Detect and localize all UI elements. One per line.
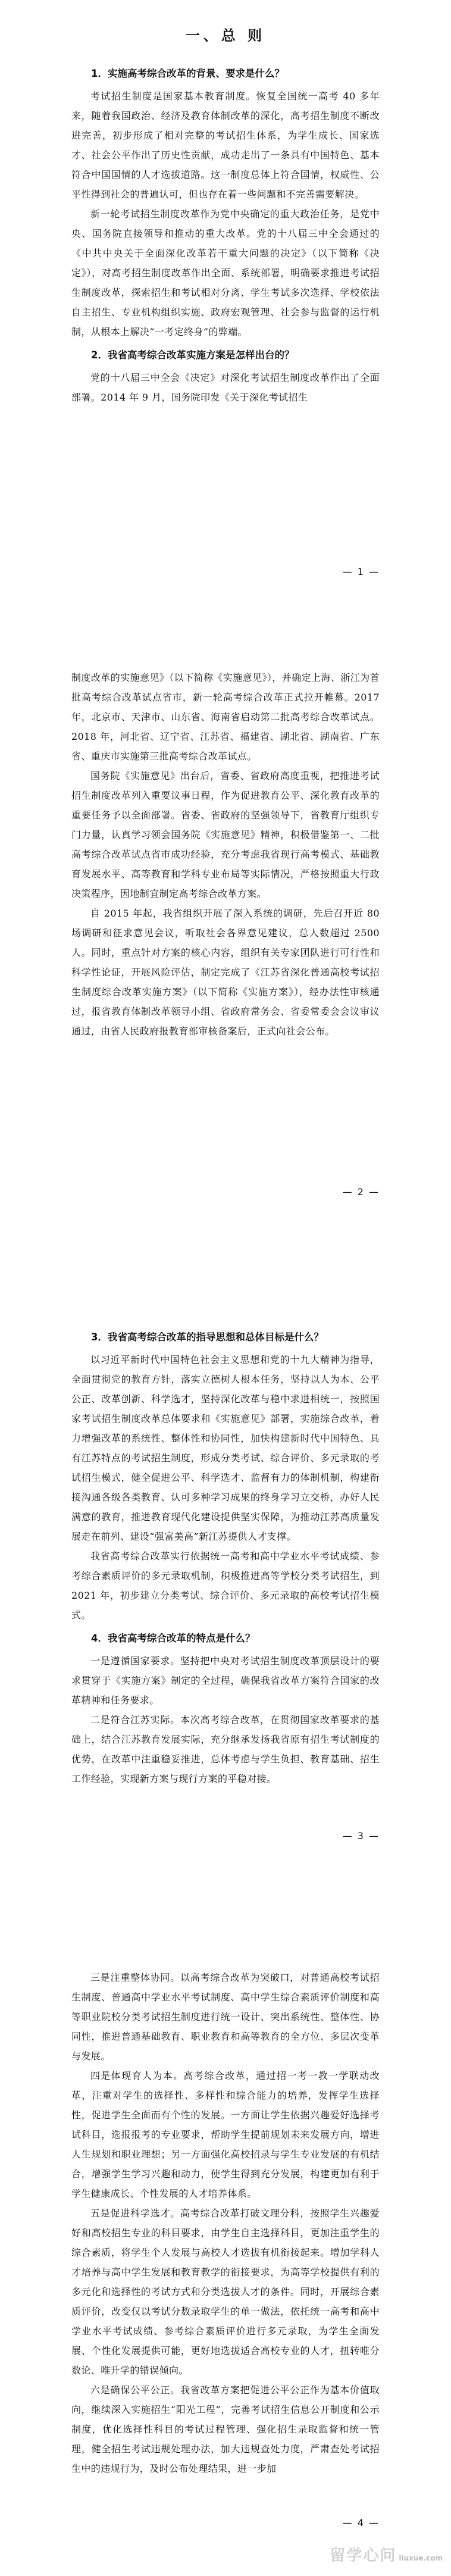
page-2-body [71,668,380,1041]
paragraph: 以习近平新时代中国特色社会主义思想和党的十九大精神为指导，全面贯彻党的教育方针，落实立德树人根本任务，坚持以人为本、公平公正、改革创新、科学选才，坚持深化改革与稳中求进相统一，按照国家考试招生制度改革总体要求和《实施意见》部署，实施综合改革，着力增强改革的系统性、整体性和协同性，加快构建新时代中国特色、具有江苏特点的考试招生制度，形成分类考试、综合评价、多元录取的考试招生模式，健全促进公平、科学选才、监督有力的体制机制，构建衔接沟通各级各类教育、认可多种学习成果的终身学习立交桥，办好人民满意的教育，推进教育现代化建设提供坚实保障，为推动江苏高质量发展走在前列、建设“强富美高”新江苏提供人才支撑。 [71,1354,380,1542]
page-3-body [71,1327,380,1789]
question-heading: 2．我省高考综合改革实施方案是怎样出台的？ [91,349,295,361]
paragraph: 五是促进科学选才。高考综合改革打破文理分科，按照学生兴趣爱好和高校招生专业的科目要求，由学生自主选择科目，更加注重学生的综合素质，将学生个人发展与高校人才选拔有机衔接起来。增加学科人才培养与高中学生发展和教育教学的衔接要求，为高等学校提供有利的多元化和选择性的考试方式和分类选拔人才的条件。同时，开展综合素质评价，改变仅以考试分数录取学生的单一做法，依托统一高考和高中学业水平考试成绩、参考综合素质评价进行多元录取，为学生全面发展、个性化发展提供可能，更好地选拔适合高校专业的人才，扭转唯分数论、唯升学的错误倾向。 [71,2208,380,2376]
document-page-2 [0,644,451,1239]
page-gap [0,1257,451,1288]
page-number: — 1 — [342,566,380,577]
document-page-1 [0,0,451,613]
watermark-sub: liuxue.com [399,2554,443,2562]
paragraph-continued: 制度改革的实施意见》（以下简称《实施意见》），并确定上海、浙江为首批高考综合改革试点省市，新一轮高考综合改革正式拉开帷幕。2017 年，北京市、天津市、山东省、海南省启动第二批高考综合改革试点。2018 年，河北省、辽宁省、江苏省、福建省、湖北省、湖南省、广东省、重庆市实施第三批高考综合改革试点。 [71,672,380,762]
paragraph: 六是确保公平公正。我省改革方案把促进公平公正作为基本价值取向，继续深入实施招生“阳光工程”，完善考试招生信息公开制度和公示制度，优化选择性科目的考试过程管理、强化招生录取监督和统一管理，健全招生考试违规处理办法，加大违规查处力度，严肃查处考试招生中的违规行为，及时公布处理结果，进一步加 [71,2384,380,2474]
question-heading: 1．实施高考综合改革的背景、要求是什么？ [91,68,284,79]
page-gap [0,613,451,644]
paragraph: 我省高考综合改革实行依据统一高考和高中学业水平考试成绩、参考综合素质评价的多元录取机制，积极推进高等学校分类考试招生，到 2021 年，初步建立分类考试、综合评价、多元录取的高校考试招生模式。 [71,1550,380,1621]
document-page-3 [0,1288,451,1883]
page-4-body [71,1968,380,2478]
page-number: — 4 — [342,2517,380,2528]
page-number: — 2 — [342,1186,380,1198]
document-page-4 [0,1932,451,2576]
paragraph: 自 2015 年起，我省组织开展了深入系统的调研，先后召开近 80 场调研和征求意见会议，听取社会各界意见建议，总人数超过 2500 人。同时，重点针对方案的核心内容，组织有关专家团队进行可行性和科学性论证，开展风险评估，制定完成了《江苏省深化普通高校考试招生制度综合改革实施方案》（以下简称《实施方案》），经办法性审核通过，报省教育体制改革领导小组、省政府常务会、省委常委会会议审议通过，由省人民政府报教育部审核备案后，正式向社会公布。 [71,908,380,1037]
question-heading: 4．我省高考综合改革的特点是什么？ [91,1633,255,1644]
paragraph: 二是符合江苏实际。本次高考综合改革，在贯彻国家改革要求的基础上，结合江苏教育发展实际，充分继承发扬我省原有招生考试制度的优势，在改革中注重稳妥推进，总体考虑与学生负担、教育基础、招生工作经验，实现新方案与现行方案的平稳对接。 [71,1714,380,1784]
site-watermark-logo [330,2543,443,2565]
paragraph: 三是注重整体协同。以高考综合改革为突破口，对普通高校考试招生制度、普通高中学业水平考试制度、高中学生综合素质评价制度和高等职业院校分类考试招生制度进行统一设计、突出系统性、整体性、协同性，推进普通基础教育、职业教育和高等教育的全方位、多层次变革与发展。 [71,1972,380,2062]
paragraph: 新一轮考试招生制度改革作为党中央确定的重大政治任务，是党中央、国务院直接领导和推动的重大改革。党的十八届三中全会通过的《中共中央关于全面深化改革若干重大问题的决定》（以下简称《决定》），对高考招生制度改革作出全面、系统部署，明确要求推进考试招生制度改革，探索招生和考试相对分离、学生考试多次选择、学校依法自主招生、专业机构组织实施、政府宏观管理、社会参与监督的运行机制，从根本上解决“一考定终身”的弊端。 [71,208,380,337]
paragraph: 国务院《实施意见》出台后，省委、省政府高度重视，把推进考试招生制度改革列入重要议事日程，作为促进教育公平、深化教育改革的重要任务予以全面部署。省委、省政府的坚强领导下，省教育厅组织专门力量，认真学习领会国务院《实施意见》精神，积极借鉴第一、二批高考综合改革试点省市成功经验，充分考虑我省现行高考模式、基础教育发展水平、高等教育和学科专业布局等实际情况，严格按照重大行政决策程序，因地制宜制定高考综合改革方案。 [71,770,380,899]
watermark-main: 留学心问 [330,2547,397,2565]
paragraph: 考试招生制度是国家基本教育制度。恢复全国统一高考 40 多年来，随着我国政治、经济及教育体制改革的深化，高考招生制度不断改进完善，初步形成了相对完整的考试招生体系，为学生成长、国家选才、社会公平作出了历史性贡献，成功走出了一条具有中国特色、基本符合中国国情的人才选拔道路。这一制度总体上符合国情，权威性、公平性得到社会的普遍认可，但也存在着一些问题和不完善需要解决。 [71,90,380,200]
page-gap [0,1901,451,1932]
paragraph: 四是体现育人为本。高考综合改革，通过招一考一教一学联动改革，注重对学生的选择性、多样性和综合能力的培养，发挥学生选择性，促进学生全面而有个性的发展。一方面让学生依据兴趣爱好选择考试科目，选报报考的专业要求，帮助学生提前规划未来发展方向，增进人生规划和职业理想；另一方面强化高校招录与学生专业发展的有机结合，增强学生学习兴趣和动力，使学生得到充分发展，构建更加有利于学生健康成长、个性发展的人才培养体系。 [71,2070,380,2199]
paragraph: 党的十八届三中全会《决定》对深化考试招生制度改革作出了全面部署。2014 年 9 月，国务院印发《关于深化考试招生 [71,372,380,403]
page-1-body [71,64,380,407]
chapter-title: 一、总 则 [185,27,266,44]
question-heading: 3．我省高考综合改革的指导思想和总体目标是什么？ [91,1331,324,1343]
page-number: — 3 — [342,1830,380,1842]
paragraph: 一是遵循国家要求。坚持把中央对考试招生制度改革顶层设计的要求贯穿于《实施方案》制定的全过程，确保我省改革方案符合国家的改革精神和任务要求。 [71,1655,380,1706]
